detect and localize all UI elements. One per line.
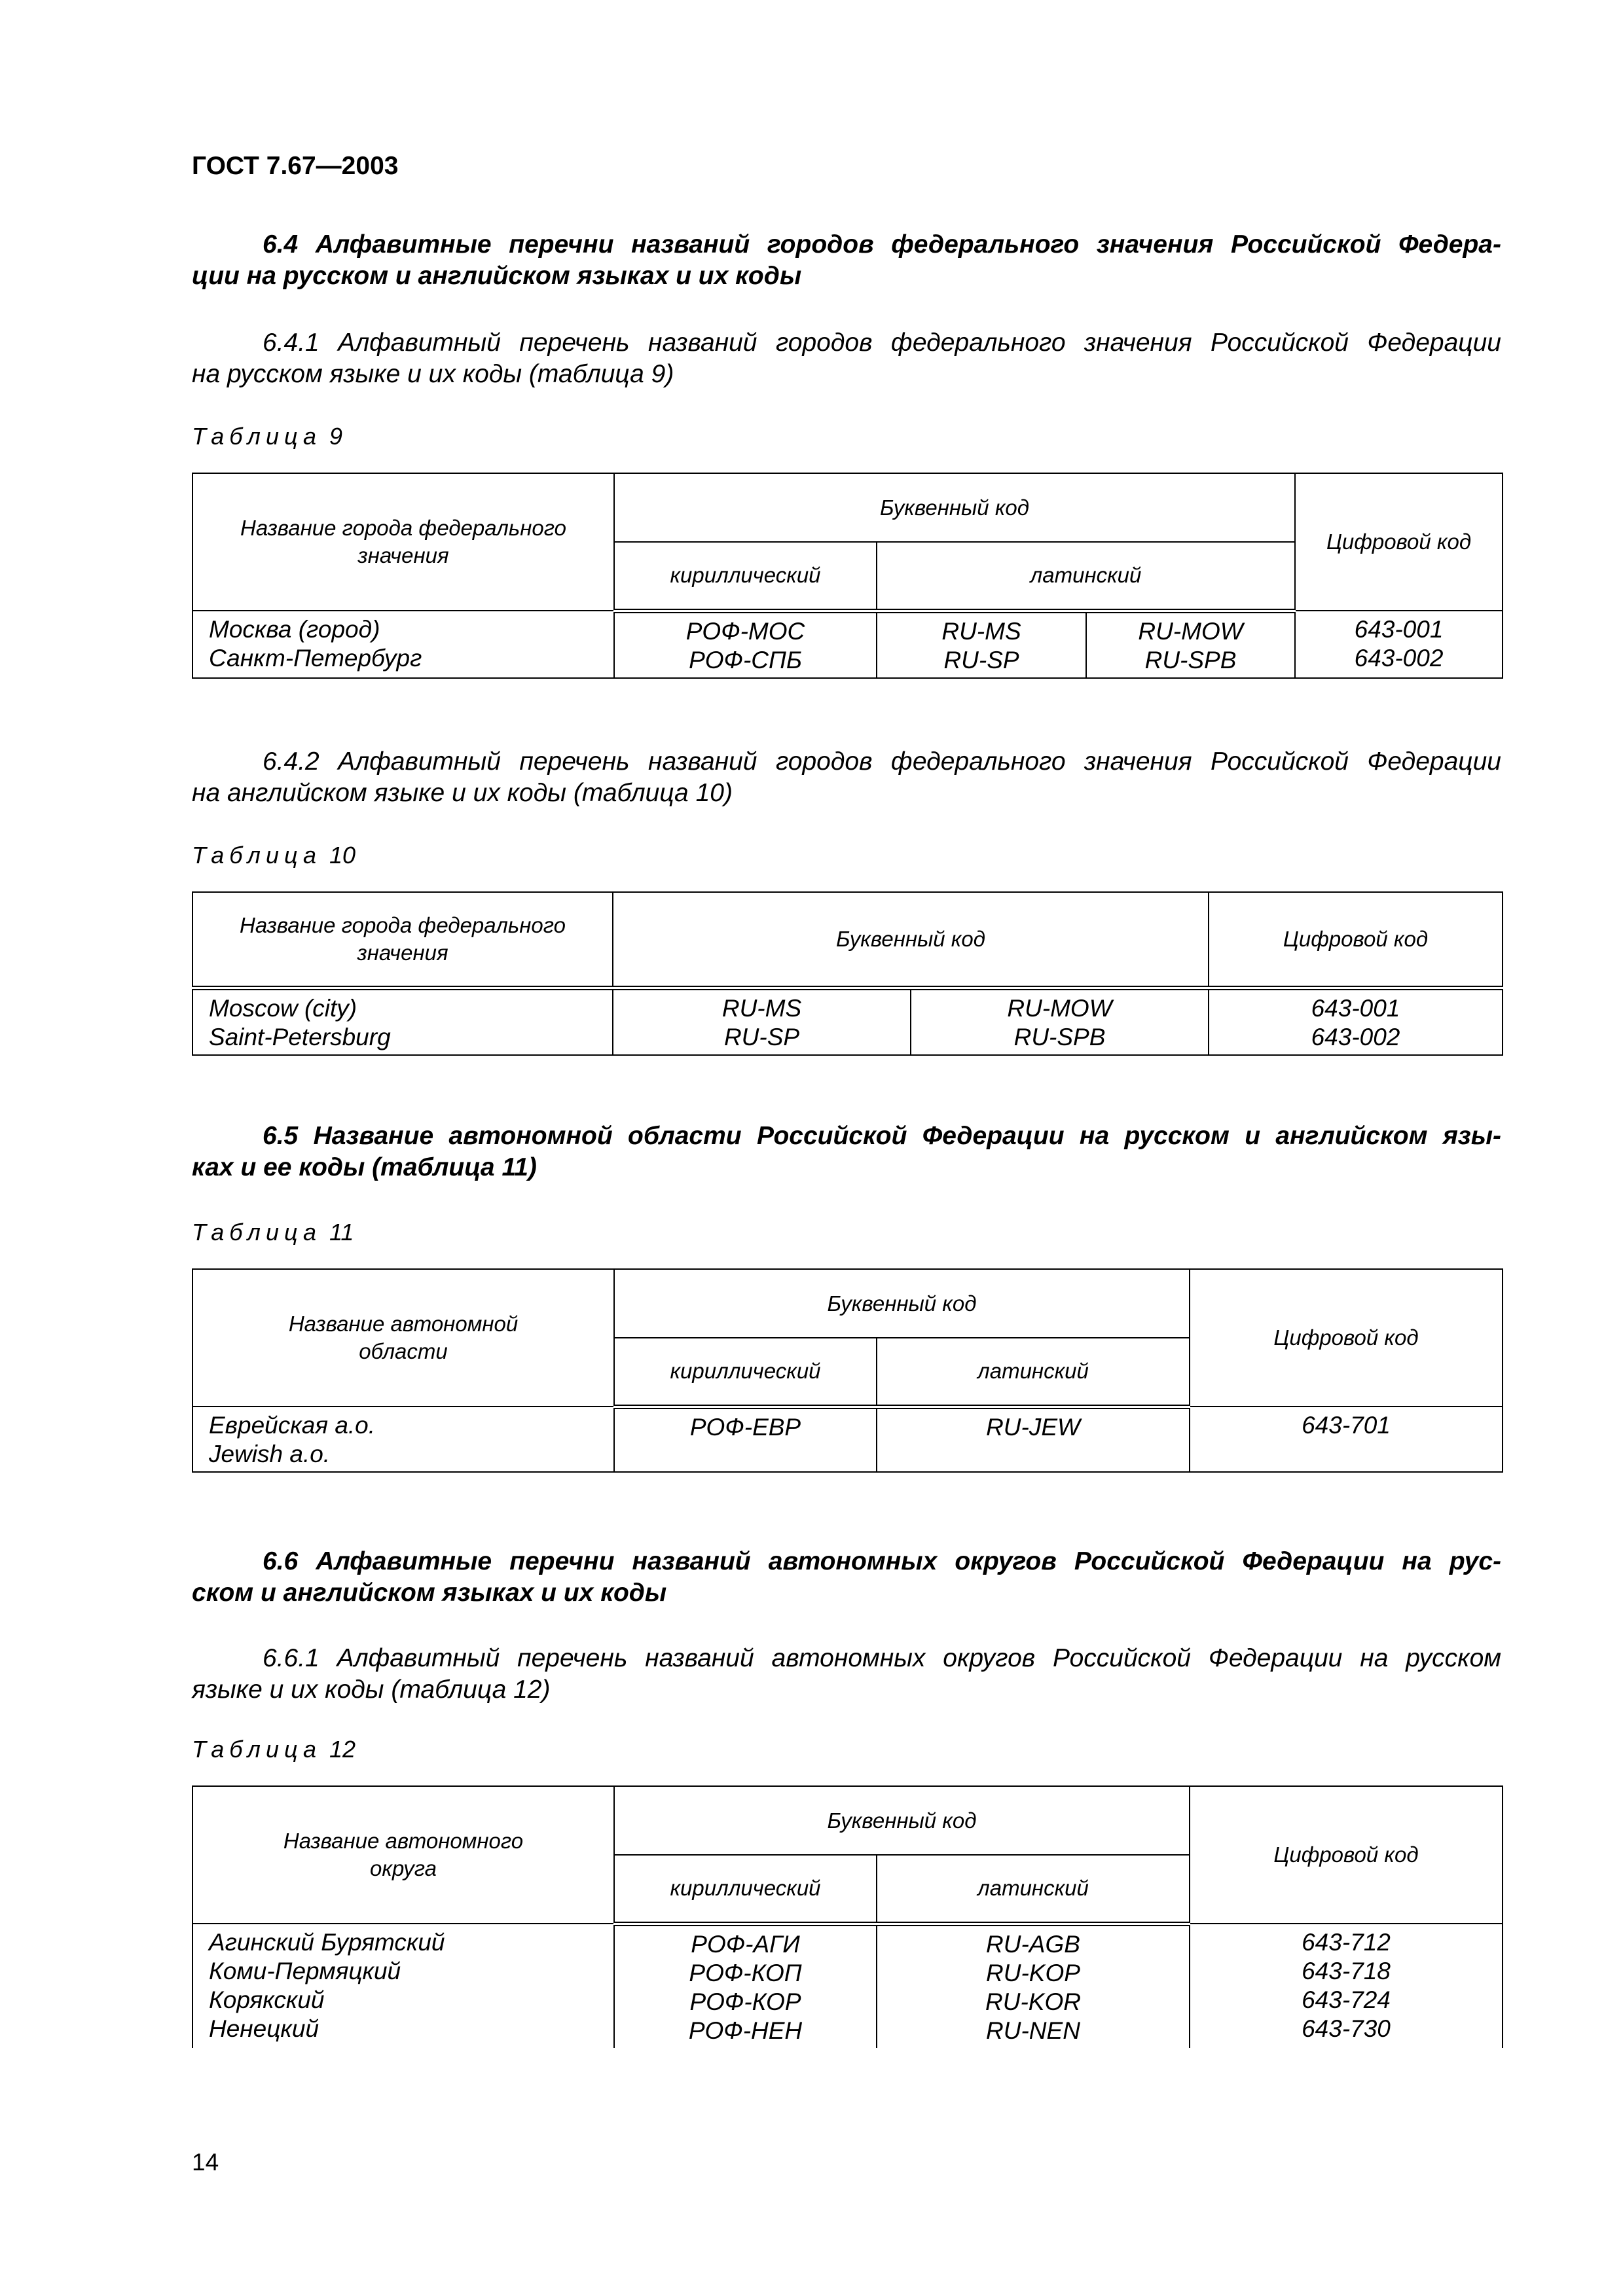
table-9-label: Таблица 9 bbox=[192, 423, 343, 450]
table-12-label: Таблица 12 bbox=[192, 1736, 356, 1763]
table-11-header-cyrillic: кириллический bbox=[614, 1338, 877, 1407]
table-11-header-latin: латинский bbox=[877, 1338, 1190, 1407]
table-9-header-letter-code: Буквенный код bbox=[614, 473, 1295, 542]
section-6-4-2-text: 6.4.2 Алфавитный перечень названий городов федерального значения Российской Федерации на английском языке и их коды (таблица 10) bbox=[192, 747, 1501, 807]
section-6-4-title: 6.4 Алфавитные перечни названий городов федерального значения Российской Федера- ции на русском и английском языках и их коды bbox=[192, 230, 1501, 290]
table-12-header-latin: латинский bbox=[877, 1855, 1190, 1924]
section-6-6-title: 6.6 Алфавитные перечни названий автономных округов Российской Федерации на рус- ском и английском языках и их коды bbox=[192, 1547, 1501, 1607]
table-row: Агинский Бурятский Коми-Пермяцкий Корякский Ненецкий РОФ-АГИ РОФ-КОП РОФ-КОР РОФ-НЕН RU-AGB RU-KOP RU-KOR RU-NEN 643-712 643-718 643-724 643-730 bbox=[192, 1924, 1503, 2048]
table-12-header-cyrillic: кириллический bbox=[614, 1855, 877, 1924]
table-11-header-digit-code: Цифровой код bbox=[1190, 1269, 1503, 1407]
table-12 bbox=[192, 1785, 1503, 2048]
table-9-header-digit-code: Цифровой код bbox=[1295, 473, 1503, 611]
table-9-header-name: Название города федерального значения bbox=[192, 473, 614, 611]
page-number: 14 bbox=[192, 2149, 219, 2176]
table-12-header-digit-code: Цифровой код bbox=[1190, 1786, 1503, 1924]
table-12-header-name: Название автономного округа bbox=[192, 1786, 614, 1924]
table-9-header-cyrillic: кириллический bbox=[614, 542, 877, 611]
table-10 bbox=[192, 891, 1503, 1056]
table-row: Москва (город) Санкт-Петербург РОФ-МОС РОФ-СПБ RU-MS RU-SP RU-MOW RU-SPB 643-001 643-002 bbox=[192, 611, 1503, 678]
table-row: Еврейская а.о. Jewish a.o. РОФ-ЕВР RU-JEW 643-701 bbox=[192, 1407, 1503, 1472]
table-10-header-name: Название города федерального значения bbox=[192, 892, 613, 988]
table-11-header-letter-code: Буквенный код bbox=[614, 1269, 1190, 1338]
table-12-header-letter-code: Буквенный код bbox=[614, 1786, 1190, 1855]
table-9-header-latin: латинский bbox=[877, 542, 1295, 611]
table-10-label: Таблица 10 bbox=[192, 842, 356, 869]
section-6-5-title: 6.5 Название автономной области Российской Федерации на русском и английском язы- ках и ее коды (таблица 11) bbox=[192, 1122, 1501, 1181]
section-6-6-1-text: 6.6.1 Алфавитный перечень названий автономных округов Российской Федерации на русском языке и их коды (таблица 12) bbox=[192, 1644, 1501, 1704]
table-10-header-digit-code: Цифровой код bbox=[1209, 892, 1503, 988]
table-10-header-letter-code: Буквенный код bbox=[613, 892, 1209, 988]
table-row: Moscow (city) Saint-Petersburg RU-MS RU-SP RU-MOW RU-SPB 643-001 643-002 bbox=[192, 988, 1503, 1055]
document-header: ГОСТ 7.67—2003 bbox=[192, 152, 399, 180]
table-11 bbox=[192, 1268, 1503, 1473]
table-11-header-name: Название автономной области bbox=[192, 1269, 614, 1407]
table-9 bbox=[192, 473, 1503, 679]
section-6-4-1-text: 6.4.1 Алфавитный перечень названий городов федерального значения Российской Федерации на русском языке и их коды (таблица 9) bbox=[192, 329, 1501, 388]
table-11-label: Таблица 11 bbox=[192, 1219, 354, 1246]
